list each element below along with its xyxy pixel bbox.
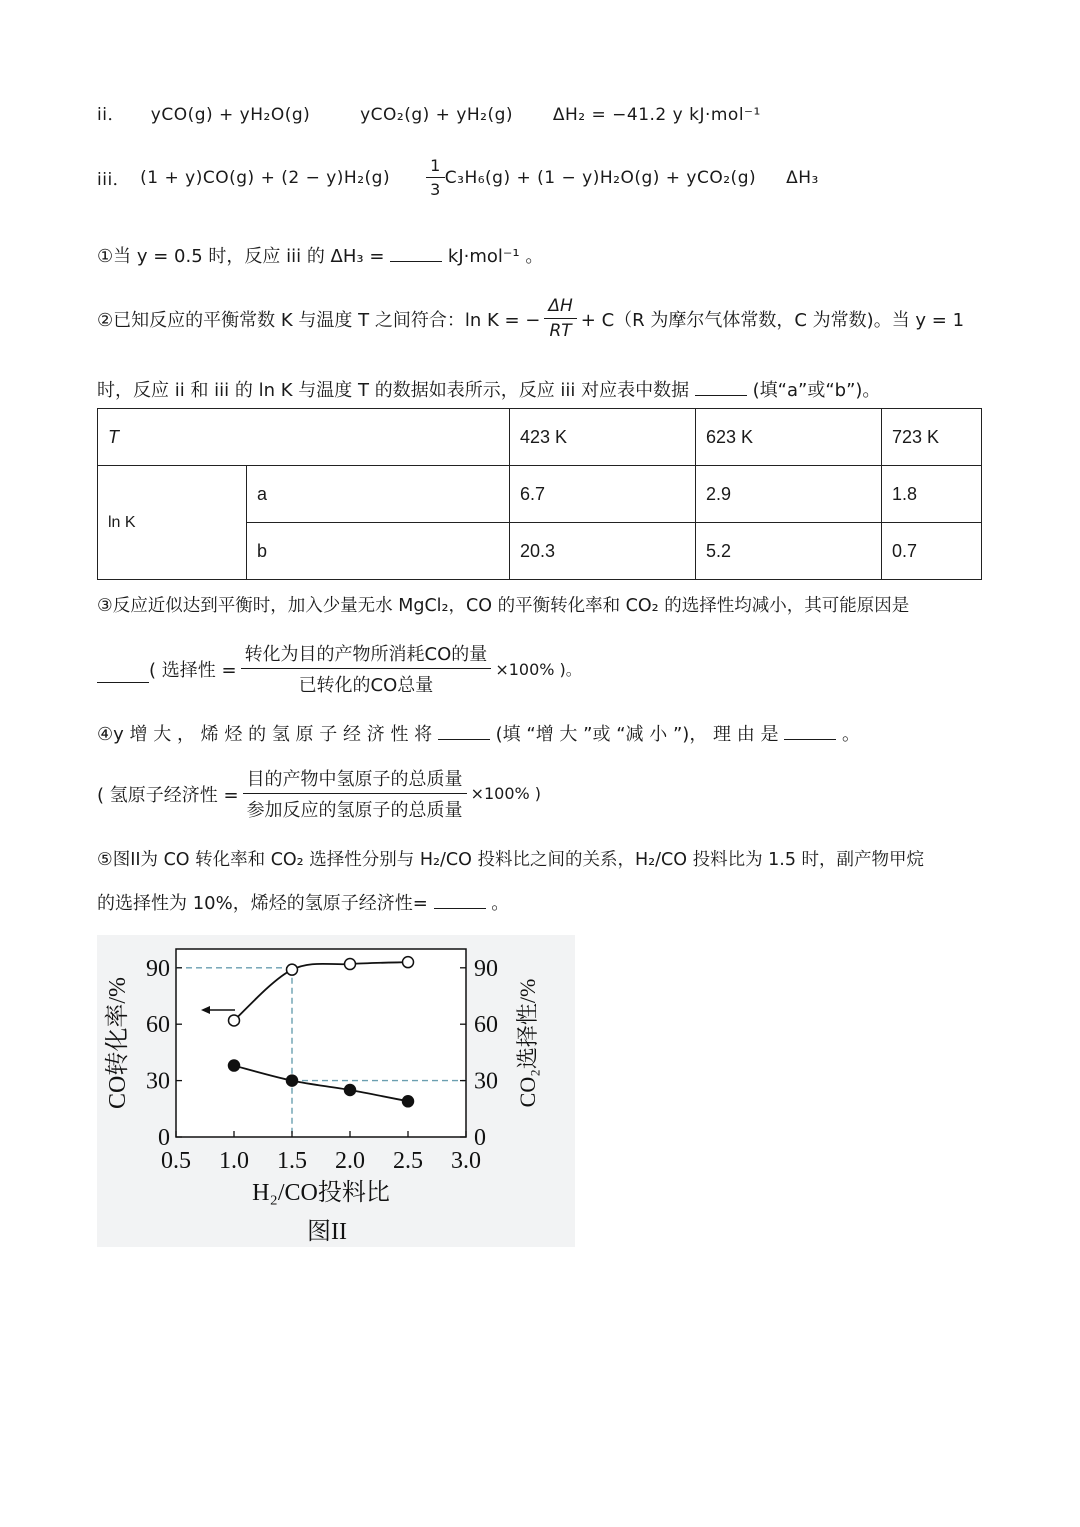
question-1-text: ①当 y = 0.5 时，反应 iii 的 ΔH₃ = <box>97 246 385 267</box>
coefficient-denominator: 3 <box>430 180 441 199</box>
reaction-ii-products: yCO₂(g) + yH₂(g) <box>360 105 514 125</box>
data-point-right <box>229 1060 240 1071</box>
question-2-text: ②已知反应的平衡常数 K 与温度 T 之间符合：ln K = − <box>97 309 541 331</box>
selectivity-label: ( 选择性 = <box>149 659 237 681</box>
hydrogen-economy-label: ( 氢原子经济性 = <box>97 784 239 806</box>
answer-blank-2[interactable] <box>695 395 747 396</box>
x-tick-label: 2.5 <box>393 1148 423 1174</box>
reaction-iii-products: C₃H₆(g) + (1 − y)H₂O(g) + yCO₂(g) <box>444 167 757 188</box>
selectivity-denominator: 已转化的CO总量 <box>298 675 434 696</box>
reaction-ii-reactants: yCO(g) + yH₂O(g) <box>150 105 311 125</box>
coefficient-numerator: 1 <box>426 156 445 178</box>
answer-blank-6[interactable] <box>434 908 486 909</box>
reaction-ii-prefix: ii． <box>97 105 125 125</box>
selectivity-numerator: 转化为目的产物所消耗CO的量 <box>241 640 492 669</box>
selectivity-fraction <box>241 640 492 697</box>
formula-numerator: ΔH <box>544 296 576 319</box>
chart-svg <box>97 935 575 1247</box>
hydrogen-economy-denominator: 参加反应的氢原子的总质量 <box>246 800 463 821</box>
y-tick-label-left: 90 <box>146 955 170 982</box>
x-tick-label: 1.5 <box>277 1148 307 1174</box>
lnk-data-table <box>97 408 982 580</box>
question-5-line-2-text: 的选择性为 10%，烯烃的氢原子经济性= <box>97 893 428 914</box>
question-2-text-tail: + C（R 为摩尔气体常数，C 为常数)。当 y = 1 <box>580 309 965 331</box>
data-point-left <box>229 1015 240 1026</box>
y-tick-label-left: 60 <box>146 1012 170 1039</box>
x-tick-label: 2.0 <box>335 1148 365 1174</box>
question-1-unit: kJ·mol⁻¹ 。 <box>447 246 544 267</box>
table-header-cell: T <box>98 409 510 466</box>
question-5-line-2 <box>97 889 509 915</box>
table-cell: 1.8 <box>882 466 982 523</box>
reaction-ii-enthalpy: ΔH₂ = −41.2 y kJ·mol⁻¹ <box>552 105 761 125</box>
table-header-cell: 623 K <box>696 409 882 466</box>
answer-blank-4[interactable] <box>438 739 490 740</box>
reaction-iii-prefix: iii． <box>97 170 131 190</box>
question-1 <box>97 242 543 268</box>
y-tick-label-left: 0 <box>158 1125 170 1151</box>
y-axis-right-label: CO₂选择性/% <box>515 978 540 1108</box>
y-tick-label-right: 90 <box>474 955 498 982</box>
hydrogen-economy-fraction <box>243 765 467 822</box>
y-tick-label-right: 30 <box>474 1068 498 1095</box>
data-point-left <box>345 959 356 970</box>
question-3 <box>97 592 909 617</box>
formula-denominator: RT <box>549 321 572 341</box>
answer-blank-5[interactable] <box>784 739 836 740</box>
question-3-text: ③反应近似达到平衡时，加入少量无水 MgCl₂，CO 的平衡转化率和 CO₂ 的选择性均减小，其可能原因是 <box>97 596 910 616</box>
question-4-text: ④y 增 大 ， 烯 烃 的 氢 原 子 经 济 性 将 <box>97 724 433 745</box>
answer-blank-3[interactable] <box>97 682 149 683</box>
reaction-iii <box>97 156 819 199</box>
question-4 <box>97 720 860 746</box>
reaction-iii-reactants: (1 + y)CO(g) + (2 − y)H₂(g) <box>140 167 391 188</box>
table-cell: 6.7 <box>510 466 696 523</box>
data-point-left <box>403 957 414 968</box>
figure-caption: 图II <box>307 1219 347 1245</box>
figure-ii <box>97 935 575 1247</box>
x-tick-label: 0.5 <box>161 1148 191 1174</box>
table-row-label: a <box>247 466 510 523</box>
table-cell: 5.2 <box>696 523 882 580</box>
formula-fraction <box>544 296 576 341</box>
question-5-text: ⑤图II为 CO 转化率和 CO₂ 选择性分别与 H₂/CO 投料比之间的关系，H₂/CO 投料比为 1.5 时，副产物甲烷 <box>97 850 925 870</box>
question-2-choice: (填“a”或“b”)。 <box>752 380 881 401</box>
y-tick-label-left: 30 <box>146 1068 170 1095</box>
selectivity-tail: ×100% )。 <box>495 660 582 679</box>
x-tick-label: 3.0 <box>451 1148 481 1174</box>
question-2 <box>97 296 964 341</box>
hydrogen-economy-formula <box>97 765 541 822</box>
data-point-right <box>345 1085 356 1096</box>
data-point-right <box>287 1075 298 1086</box>
answer-blank-1[interactable] <box>390 261 442 262</box>
reaction-iii-enthalpy: ΔH₃ <box>786 167 819 188</box>
question-4-choice: (填 “增 大 ”或 “减 小 ”)， 理 由 是 <box>495 724 779 745</box>
reaction-iii-coefficient <box>426 156 445 199</box>
plot-frame <box>176 949 466 1137</box>
data-point-right <box>403 1096 414 1107</box>
selectivity-formula <box>97 640 582 697</box>
table-row-group-label: ln K <box>98 466 247 580</box>
x-axis-label: H₂/CO投料比 <box>252 1180 390 1206</box>
reaction-ii <box>97 100 761 125</box>
table-cell: 2.9 <box>696 466 882 523</box>
x-tick-label: 1.0 <box>219 1148 249 1174</box>
table-header-row <box>98 409 982 466</box>
y-axis-left-label: CO转化率/% <box>105 977 131 1109</box>
hydrogen-economy-numerator: 目的产物中氢原子的总质量 <box>243 765 467 794</box>
question-5-end: 。 <box>491 893 510 914</box>
question-4-end: 。 <box>841 724 860 745</box>
question-5 <box>97 846 924 871</box>
hydrogen-economy-tail: ×100% ) <box>470 784 542 803</box>
question-2-line-2-text: 时，反应 ii 和 iii 的 ln K 与温度 T 的数据如表所示，反应 iii 对应表中数据 <box>97 380 690 401</box>
data-point-left <box>287 964 298 975</box>
table-row-label: b <box>247 523 510 580</box>
y-tick-label-right: 60 <box>474 1012 498 1039</box>
y-tick-label-right: 0 <box>474 1125 486 1151</box>
table-cell: 20.3 <box>510 523 696 580</box>
table-row <box>98 466 982 523</box>
question-2-line-2 <box>97 376 880 402</box>
table-cell: 0.7 <box>882 523 982 580</box>
table-header-cell: 723 K <box>882 409 982 466</box>
table-header-cell: 423 K <box>510 409 696 466</box>
